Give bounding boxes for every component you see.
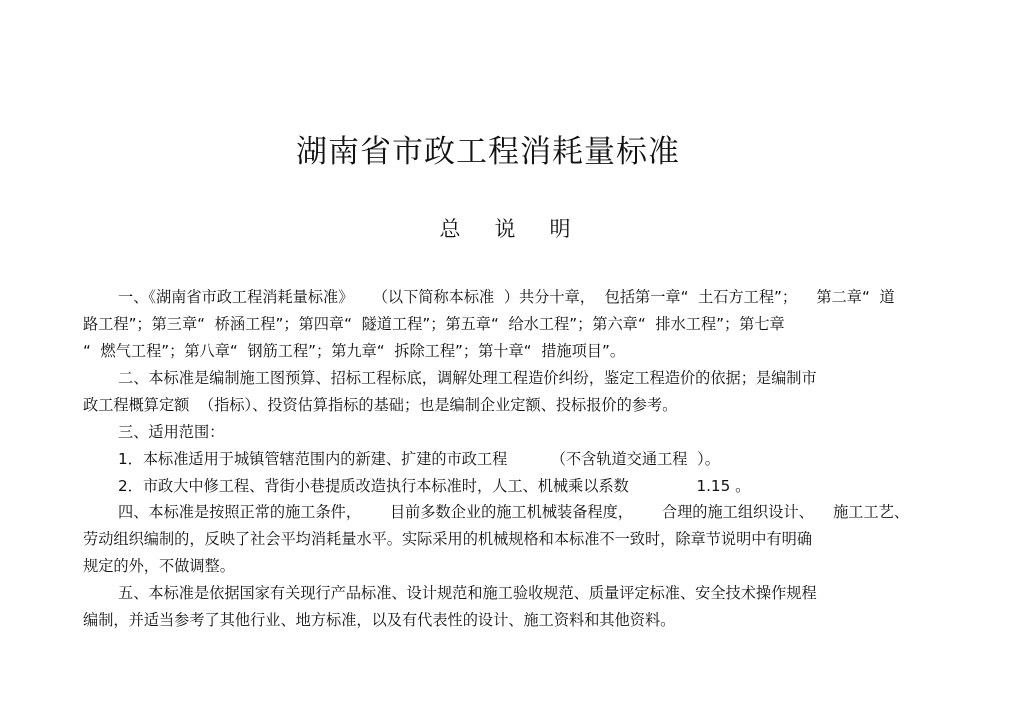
document-title: 湖南省市政工程消耗量标准 [296,134,680,170]
paragraph-line: 路工程”；第三章“ 桥涵工程”；第四章“ 隧道工程”；第五章“ 给水工程”；第六章“ 排水工程”；第七章 [83,315,785,333]
paragraph-line: 劳动组织编制的，反映了社会平均消耗量水平。实际采用的机械规格和本标准不一致时，除章节说明中有明确 [83,530,812,548]
paragraph-line: 1．本标准适用于城镇管辖范围内的新建、扩建的市政工程 （不含轨道交通工程 ）。 [118,450,720,468]
paragraph-line: 规定的外，不做调整。 [83,557,235,575]
paragraph-line: 二、本标准是编制施工图预算、招标工程标底，调解处理工程造价纠纷，鉴定工程造价的依据；是编制市 [118,369,817,387]
paragraph-line: 三、适用范围： [118,423,225,441]
paragraph-line: 四、本标准是按照正常的施工条件， 目前多数企业的施工机械装备程度， 合理的施工组织设计、 施工工艺、 [118,503,910,521]
paragraph-line: 一、《湖南省市政工程消耗量标准》 （以下简称本标准 ）共分十章， 包括第一章“ 土石方工程”； 第二章“ 道 [118,288,895,306]
paragraph-line: “ 燃气工程”；第八章“ 钢筋工程”；第九章“ 拆除工程”；第十章“ 措施项目”。 [83,342,626,360]
section-title: 总说明 [439,217,605,241]
paragraph-line: 2．市政大中修工程、背街小巷提质改造执行本标准时，人工、机械乘以系数 1.15 。 [118,477,751,495]
paragraph-line: 编制，并适当参考了其他行业、地方标准，以及有代表性的设计、施工资料和其他资料。 [83,611,676,629]
paragraph-line: 五、本标准是依据国家有关现行产品标准、设计规范和施工验收规范、质量评定标准、安全技术操作规程 [118,584,817,602]
paragraph-line: 政工程概算定额 （指标）、投资估算指标的基础；也是编制企业定额、投标报价的参考。 [83,396,678,414]
